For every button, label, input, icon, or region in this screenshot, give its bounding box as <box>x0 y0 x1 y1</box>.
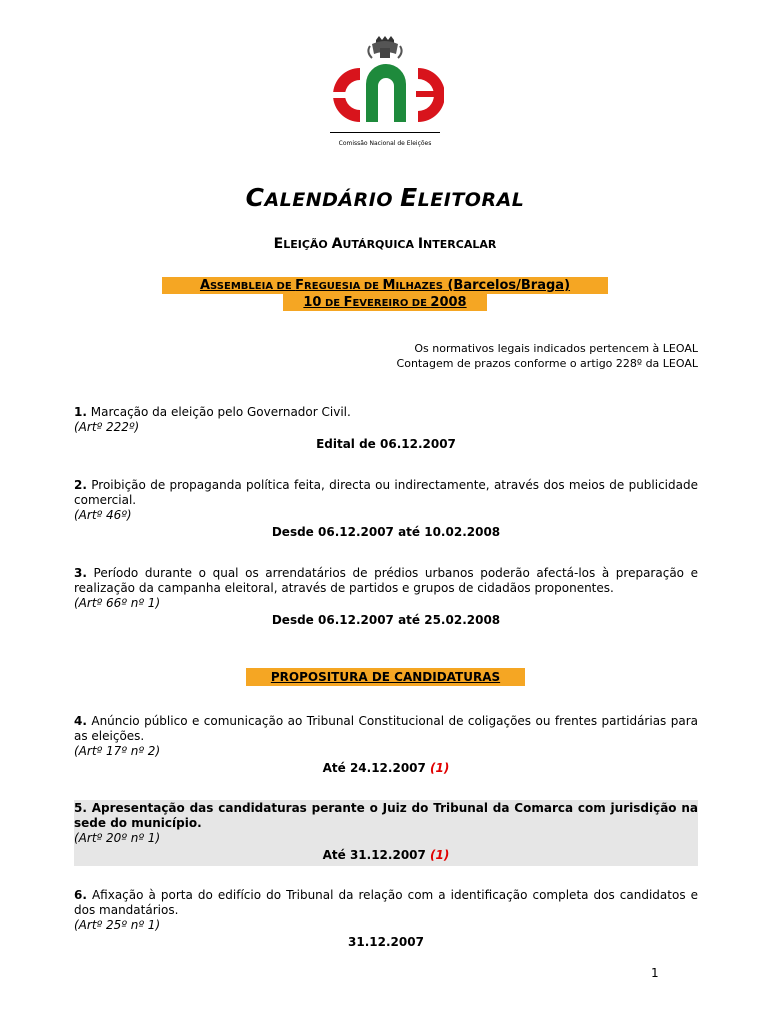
article-ref: (Artº 66º nº 1) <box>74 596 161 610</box>
calendar-item-5: 5. Apresentação das candidaturas perante o Juiz do Tribunal da Comarca com jurisdição na sede do município. (Artº 20º nº 1) Até 31.12.2007 (1) <box>74 800 698 866</box>
legal-note-line: Os normativos legais indicados pertencem à LEOAL <box>414 342 698 355</box>
item-date: Desde 06.12.2007 até 25.02.2008 <box>271 613 501 627</box>
calendar-item-2: 2. Proibição de propaganda política feita, directa ou indirectamente, através dos meios de publicidade comercial. (Artº 46º) Desde 06.12.2007 até 10.02.2008 <box>74 478 698 539</box>
item-date: Edital de 06.12.2007 <box>316 437 456 451</box>
article-ref: (Artº 222º) <box>74 420 140 434</box>
cne-logo <box>326 36 444 154</box>
article-ref: (Artº 17º nº 2) <box>74 744 161 758</box>
calendar-item-6: 6. Afixação à porta do edifício do Tribunal da relação com a identificação completa dos candidatos e dos mandatários. (Artº 25º nº 1) 31.12.2007 <box>74 888 698 949</box>
calendar-item-4: 4. Anúncio público e comunicação ao Tribunal Constitucional de coligações ou frentes partidárias para as eleições. (Artº 17º nº 2) Até 24.12.2007 (1) <box>74 714 698 775</box>
assembly-heading: ASSEMBLEIA DE FREGUESIA DE MILHAZES (Barcelos/Braga) <box>162 277 608 294</box>
calendar-item-1: 1. Marcação da eleição pelo Governador Civil. (Artº 222º) Edital de 06.12.2007 <box>74 405 698 452</box>
article-ref: (Artº 25º nº 1) <box>74 918 161 932</box>
calendar-item-3: 3. Período durante o qual os arrendatários de prédios urbanos poderão afectá-los à preparação e realização da campanha eleitoral, através de partidos e grupos de cidadãos proponentes. (Artº 66º nº 1) Desde 06.12.2007 até 25.02.2008 <box>74 566 698 627</box>
page-subtitle: ELEIÇÃO AUTÁRQUICA INTERCALAR <box>273 236 497 252</box>
legal-notes <box>397 341 698 371</box>
item-date: Até 31.12.2007 (1) <box>322 848 450 862</box>
cne-logo-icon <box>326 36 444 140</box>
logo-caption: Comissão Nacional de Eleições <box>338 140 432 147</box>
election-date-heading: 10 DE FEVEREIRO DE 2008 <box>283 294 487 311</box>
item-date: Desde 06.12.2007 até 10.02.2008 <box>271 525 501 539</box>
section-heading: PROPOSITURA DE CANDIDATURAS <box>246 668 525 686</box>
page-number: 1 <box>651 966 659 980</box>
page-title: CALENDÁRIO ELEITORAL <box>245 183 525 212</box>
legal-note-line: Contagem de prazos conforme o artigo 228º da LEOAL <box>396 357 698 370</box>
article-ref: (Artº 20º nº 1) <box>74 831 161 845</box>
item-date: Até 24.12.2007 (1) <box>322 761 450 775</box>
article-ref: (Artº 46º) <box>74 508 132 522</box>
item-date: 31.12.2007 <box>348 935 424 949</box>
